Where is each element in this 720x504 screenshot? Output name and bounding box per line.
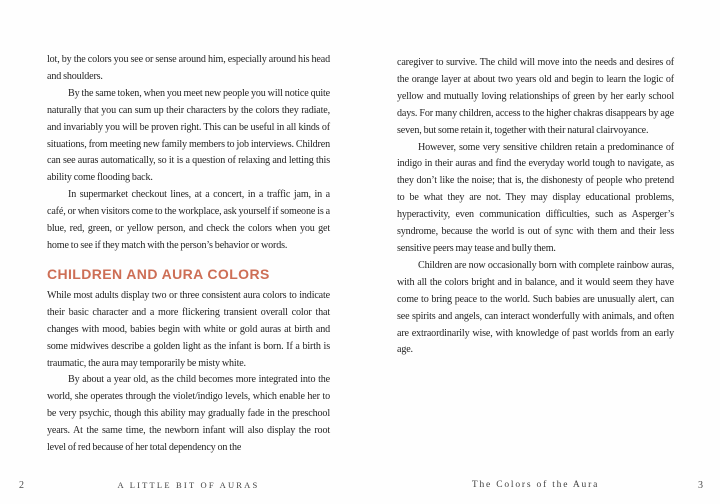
body-paragraph: lot, by the colors you see or sense around him, especially around his head and shoulders.: [47, 54, 330, 82]
running-footer-left: A LITTLE BIT OF AURAS: [117, 480, 260, 490]
page-number-left: 2: [19, 480, 24, 491]
right-page-text-column: [397, 55, 674, 359]
body-paragraph: However, some very sensitive children retain a predominance of indigo in their auras and find the everyday world tough to navigate, as they don’t like the noise; that is, the dishonesty of people who pretend to be what they are not. They may display educational problems, hyperactivity, even communication difficulties, such as Asperger’s syndrome, because the world is out of sync with them and their less sensitive peers may tease and bully them.: [397, 141, 674, 254]
running-footer-right: The Colors of the Aura: [471, 480, 600, 490]
body-paragraph: While most adults display two or three consistent aura colors to indicate their basic character and a more flickering transient overall color that changes with mood, babies begin with white or gold auras at birth and some midwives describe a golden light as the infant is born. If a birth is traumatic, the aura may temporarily be misty white.: [47, 289, 330, 369]
page-number-right: 3: [698, 480, 703, 491]
body-paragraph: By about a year old, as the child becomes more integrated into the world, she operates through the violet/indigo levels, which enable her to be very psychic, though this ability may gradually fade in the preschool years. At the same time, the newborn infant will also display the root level of red because of her total dependency on the: [47, 374, 330, 454]
body-paragraph: By the same token, when you meet new people you will notice quite naturally that you can sum up their characters by the colors they radiate, and invariably you will be proven right. This can be useful in all kinds of situations, from meeting new family members to job interviews. Children can see auras automatically, so it is a question of relaxing and letting this ability come flooding back.: [47, 87, 330, 184]
body-paragraph: In supermarket checkout lines, at a concert, in a traffic jam, in a café, or when visitors come to the workplace, ask yourself if someone is a blue, red, green, or yellow person, and check the colors when you get home to see if they match with the person’s behavior or words.: [47, 189, 330, 251]
body-paragraph: Children are now occasionally born with complete rainbow auras, with all the colors bright and in balance, and it would seem they have come to bring peace to the world. Such babies are unusually alert, can see spirits and angels, can interact wonderfully with animals, and often are extraordinarily wise, with knowledge of past worlds from an early age.: [397, 259, 674, 356]
section-heading: CHILDREN AND AURA COLORS: [47, 265, 270, 282]
left-page-text-column: [47, 52, 330, 457]
body-paragraph: caregiver to survive. The child will move into the needs and desires of the orange layer at about two years old and begin to learn the logic of yellow and mutually loving relationships of green by her early school days. For many children, access to the higher chakras disappears by age seven, but some retain it, together with their natural clairvoyance.: [397, 57, 674, 136]
